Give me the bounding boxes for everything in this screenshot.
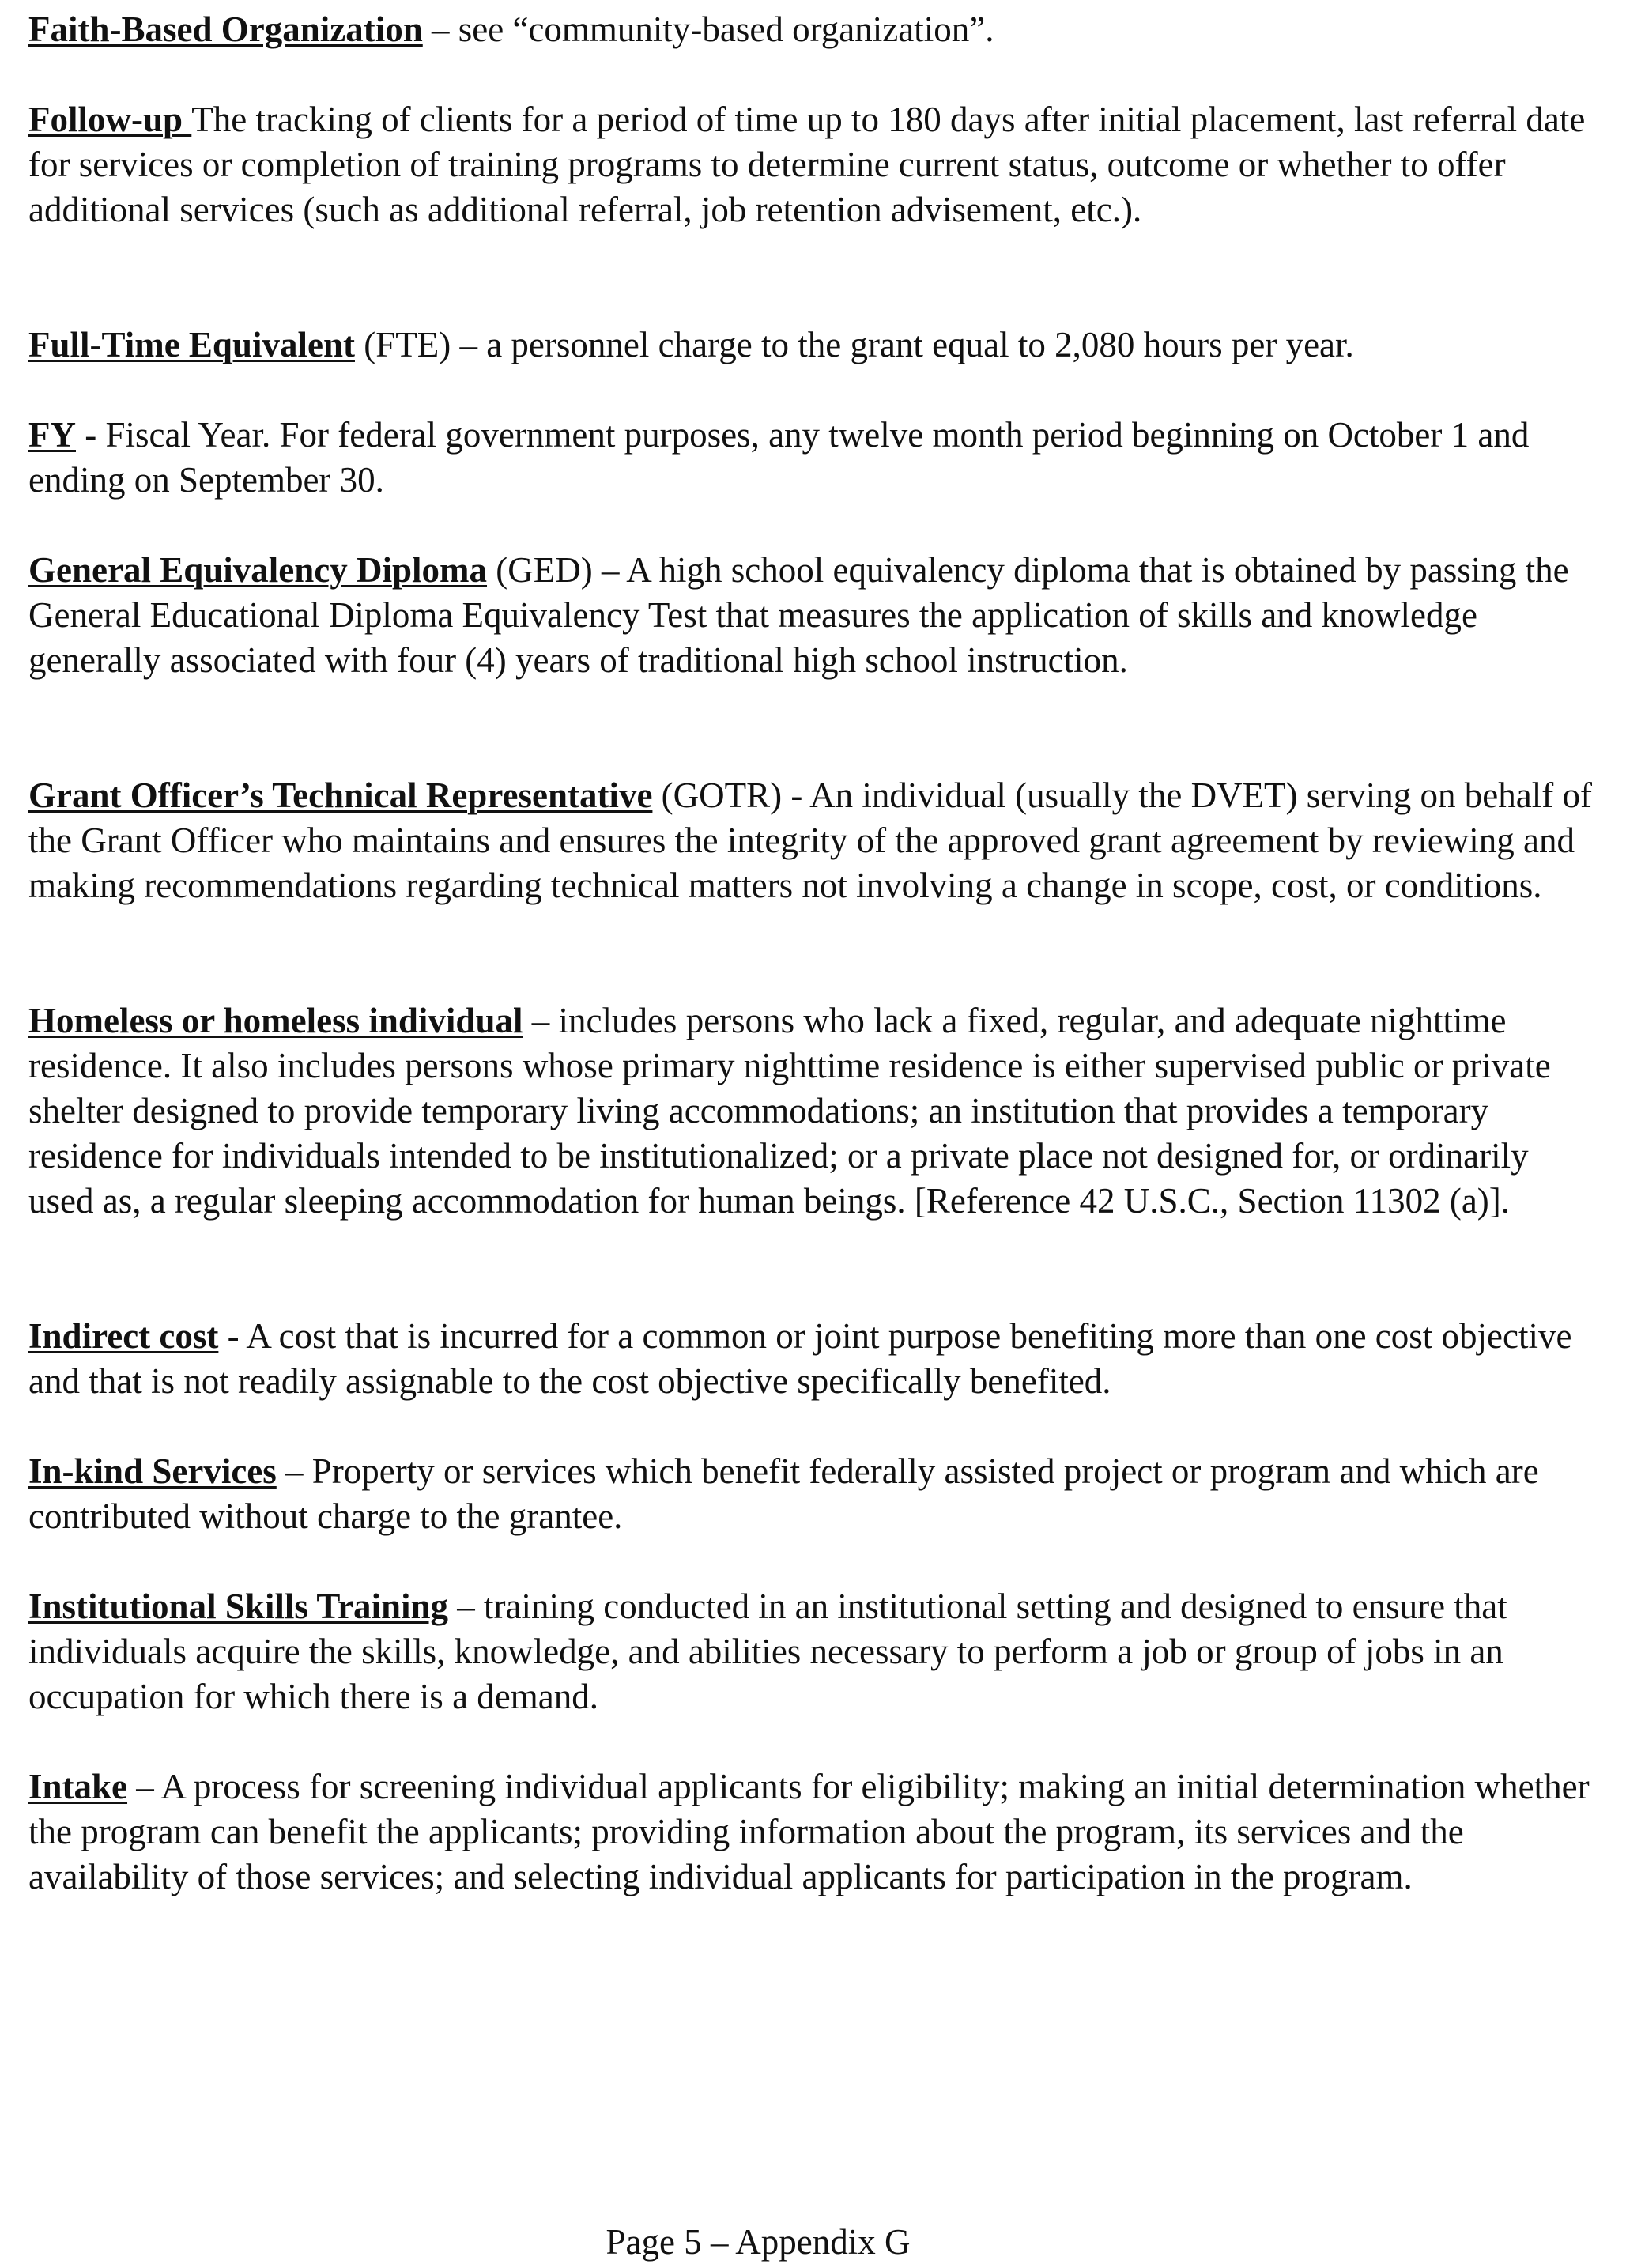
- glossary-term: Homeless or homeless individual: [28, 1001, 523, 1040]
- glossary-definition: (GOTR) - An individual (usually the DVET) serving on behalf of the Grant Officer who maintains and ensures the integrity of the approved grant agreement by reviewing and making recommendations regarding technical matters not involving a change in scope, cost, or conditions.: [28, 775, 1592, 905]
- glossary-definition: – see “community-based organization”.: [422, 9, 994, 49]
- glossary-entry-fy: [28, 413, 1601, 503]
- glossary-term: In-kind Services: [28, 1451, 277, 1491]
- glossary-entry-institutional-skills-training: [28, 1584, 1601, 1719]
- glossary-definition: – A process for screening individual applicants for eligibility; making an initial determination whether the program can benefit the applicants; providing information about the program, its services and the availability of those services; and selecting individual applicants for participation in the program.: [28, 1767, 1590, 1896]
- glossary-term: Follow-up: [28, 100, 192, 139]
- glossary-definition: – includes persons who lack a fixed, regular, and adequate nighttime residence. It also includes persons whose primary nighttime residence is either supervised public or private shelter designed to provide temporary living accommodations; an institution that provides a temporary residence for individuals intended to be institutionalized; or a private place not designed for, or ordinarily used as, a regular sleeping accommodation for human beings. [Reference 42 U.S.C., Section 11302 (a)].: [28, 1001, 1551, 1221]
- glossary-term: Indirect cost: [28, 1316, 219, 1356]
- glossary-entry-full-time-equivalent: [28, 323, 1601, 368]
- page-footer: Page 5 – Appendix G: [606, 2222, 911, 2262]
- glossary-definition: (FTE) – a personnel charge to the grant equal to 2,080 hours per year.: [354, 325, 1354, 364]
- glossary-term: FY: [28, 415, 76, 455]
- glossary-entry-in-kind-services: [28, 1449, 1601, 1539]
- glossary-definition: (GED) – A high school equivalency diploma that is obtained by passing the General Educational Diploma Equivalency Test that measures the application of skills and knowledge generally associated with four (4) years of traditional high school instruction.: [28, 550, 1569, 680]
- glossary-definition: – training conducted in an institutional setting and designed to ensure that individuals acquire the skills, knowledge, and abilities necessary to perform a job or group of jobs in an occupation for which there is a demand.: [28, 1587, 1507, 1716]
- glossary-term: Full-Time Equivalent: [28, 325, 355, 364]
- glossary-term: Faith-Based Organization: [28, 9, 423, 49]
- glossary-entry-grant-officers-technical-representative: [28, 773, 1601, 908]
- glossary-definition: - A cost that is incurred for a common or joint purpose benefiting more than one cost objective and that is not readily assignable to the cost objective specifically benefited.: [28, 1316, 1572, 1401]
- glossary-term: Institutional Skills Training: [28, 1587, 449, 1626]
- glossary-page: [28, 0, 1601, 2268]
- glossary-entry-intake: [28, 1764, 1601, 1900]
- glossary-entry-homeless-individual: [28, 998, 1601, 1224]
- glossary-entry-faith-based-organization: [28, 7, 1601, 52]
- glossary-definition: - Fiscal Year. For federal government purposes, any twelve month period beginning on October 1 and ending on September 30.: [28, 415, 1530, 500]
- glossary-definition: The tracking of clients for a period of time up to 180 days after initial placement, last referral date for services or completion of training programs to determine current status, outcome or whether to offer additional services (such as additional referral, job retention advisement, etc.).: [28, 100, 1586, 229]
- glossary-entry-general-equivalency-diploma: [28, 548, 1601, 683]
- glossary-entry-follow-up: [28, 97, 1601, 232]
- glossary-definition: – Property or services which benefit federally assisted project or program and which are contributed without charge to the grantee.: [28, 1451, 1539, 1536]
- glossary-term: Intake: [28, 1767, 128, 1806]
- glossary-entry-indirect-cost: [28, 1314, 1601, 1404]
- glossary-term: General Equivalency Diploma: [28, 550, 488, 590]
- glossary-term: Grant Officer’s Technical Representative: [28, 775, 653, 815]
